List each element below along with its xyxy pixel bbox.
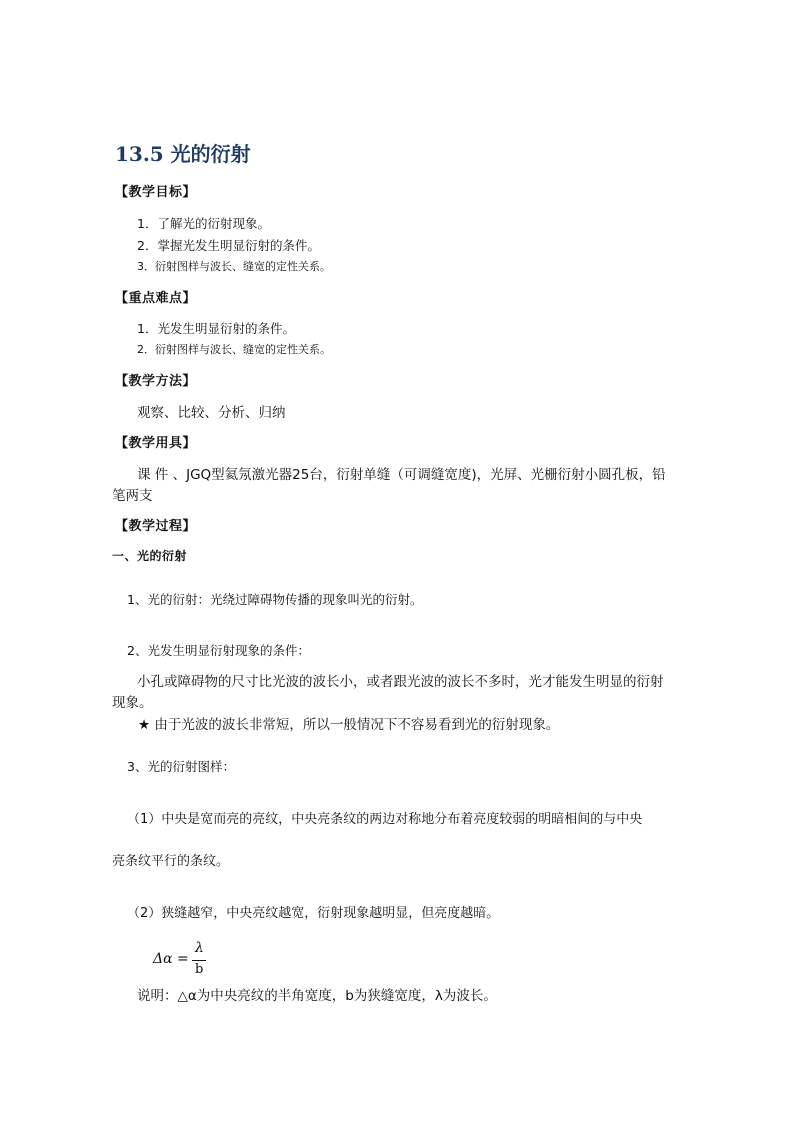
objectives-heading: 【教学目标】 (115, 185, 197, 200)
formula (153, 940, 223, 980)
process-heading: 【教学过程】 (115, 519, 197, 534)
key-point-item: 1．光发生明显衍射的条件。 (137, 321, 295, 336)
paragraph-condition-line2: 现象。 (112, 695, 153, 711)
key-point-item: 2．衍射图样与波长、缝宽的定性关系。 (137, 343, 331, 356)
tools-text-line2: 笔两支 (112, 488, 153, 504)
objective-item: 1．了解光的衍射现象。 (137, 216, 270, 231)
objective-item: 3．衍射图样与波长、缝宽的定性关系。 (137, 260, 331, 273)
methods-text: 观察、比较、分析、归纳 (137, 405, 286, 421)
star-note: ★ 由于光波的波长非常短，所以一般情况下不容易看到光的衍射现象。 (138, 717, 560, 733)
formula-explanation: 说明：△α为中央亮纹的半角宽度，b为狭缝宽度，λ为波长。 (137, 988, 497, 1004)
objective-item: 2．掌握光发生明显衍射的条件。 (137, 238, 320, 253)
pattern-point2: （2）狭缝越窄，中央亮纹越宽，衍射现象越明显，但亮度越暗。 (127, 906, 500, 921)
pattern-point1-line1: （1）中央是宽而亮的亮纹，中央亮条纹的两边对称地分布着亮度较弱的明暗相间的与中央 (127, 812, 643, 827)
formula-denominator: b (195, 962, 204, 977)
part1-heading: 一、光的衍射 (112, 549, 188, 563)
tools-text-line1: 课 件 、JGQ型氦氖激光器25台，衍射单缝（可调缝宽度)，光屏、光栅衍射小圆孔板，铅 (137, 467, 666, 483)
key-points-heading: 【重点难点】 (115, 291, 197, 306)
tools-heading: 【教学用具】 (115, 436, 197, 451)
fraction-bar (192, 960, 206, 961)
page-title: 13.5 光的衍射 (115, 142, 251, 166)
paragraph-condition-line1: 小孔或障碍物的尺寸比光波的波长小，或者跟光波的波长不多时，光才能发生明显的衍射 (137, 674, 664, 690)
methods-heading: 【教学方法】 (115, 374, 197, 389)
paragraph-diffraction-definition: 1、光的衍射：光绕过障碍物传播的现象叫光的衍射。 (127, 592, 423, 607)
paragraph-pattern-heading: 3、光的衍射图样： (127, 759, 235, 774)
formula-numerator: λ (195, 940, 204, 956)
formula-lhs: Δα = (153, 951, 189, 967)
pattern-point1-line2: 亮条纹平行的条纹。 (112, 854, 230, 869)
paragraph-condition-heading: 2、光发生明显衍射现象的条件： (127, 643, 310, 658)
